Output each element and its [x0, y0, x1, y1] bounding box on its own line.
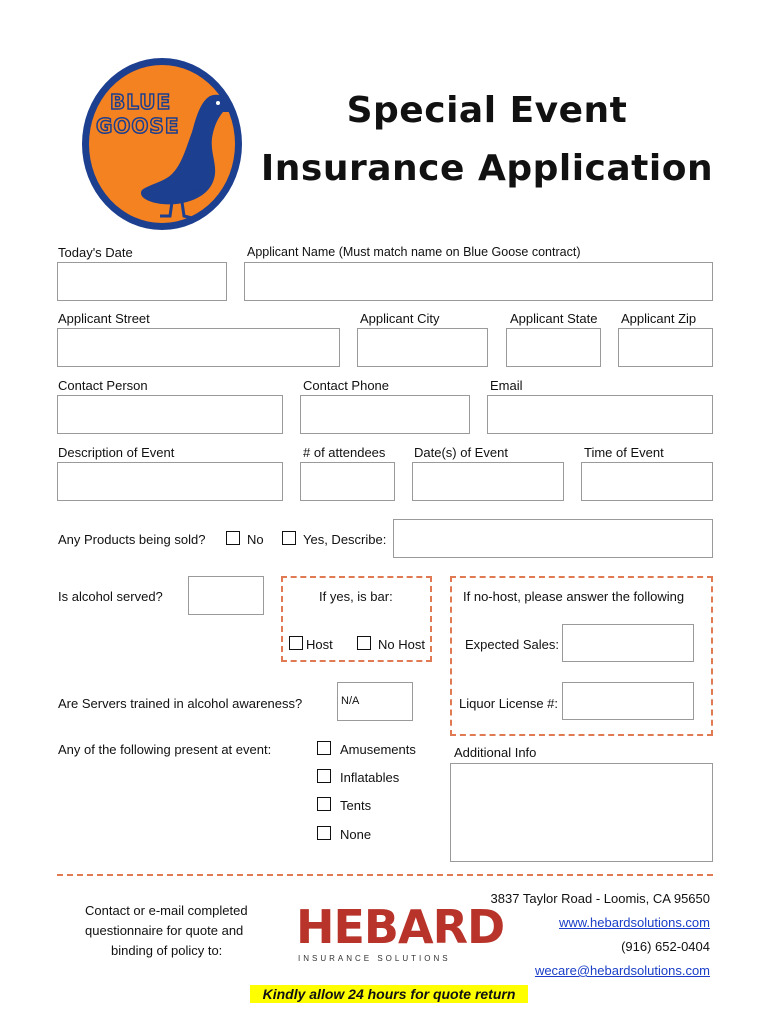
inflatables-label: Inflatables: [340, 770, 400, 785]
footer-phone: (916) 652-0404: [621, 939, 710, 954]
dates-field[interactable]: [412, 462, 564, 501]
blue-goose-logo: [80, 56, 244, 232]
quote-notice: Kindly allow 24 hours for quote return: [250, 985, 528, 1003]
amusements-checkbox[interactable]: [317, 741, 331, 755]
footer-address: 3837 Taylor Road - Loomis, CA 95650: [490, 891, 710, 906]
logo-text-blue: BLUE: [110, 90, 172, 114]
dates-label: Date(s) of Event: [414, 445, 508, 460]
products-yes-checkbox[interactable]: [282, 531, 296, 545]
present-at-event-label: Any of the following present at event:: [58, 742, 272, 757]
additional-info-field[interactable]: [450, 763, 713, 862]
hebard-brand-text: HEBARD: [296, 900, 505, 954]
footer-contact-line1: Contact or e-mail completed: [85, 903, 248, 918]
products-no-label: No: [247, 532, 264, 547]
footer-contact-line3: binding of policy to:: [111, 943, 223, 958]
alcohol-served-label: Is alcohol served?: [58, 589, 163, 604]
host-label: Host: [306, 637, 333, 652]
amusements-label: Amusements: [340, 742, 416, 757]
inflatables-checkbox[interactable]: [317, 769, 331, 783]
description-field[interactable]: [57, 462, 283, 501]
applicant-city-label: Applicant City: [360, 311, 440, 326]
page-title-line2: Insurance Application: [260, 148, 714, 189]
servers-trained-field[interactable]: [337, 682, 413, 721]
tents-checkbox[interactable]: [317, 797, 331, 811]
time-label: Time of Event: [584, 445, 664, 460]
applicant-state-label: Applicant State: [510, 311, 598, 326]
liquor-license-label: Liquor License #:: [459, 696, 559, 711]
logo-text-goose: GOOSE: [96, 114, 180, 138]
hebard-logo: [296, 900, 505, 970]
if-no-host-label: If no-host, please answer the following: [463, 589, 685, 604]
none-label: None: [340, 827, 372, 842]
footer-email-link[interactable]: wecare@hebardsolutions.com: [534, 963, 710, 978]
no-host-checkbox[interactable]: [357, 636, 371, 650]
applicant-city-field[interactable]: [357, 328, 488, 367]
email-field[interactable]: [487, 395, 713, 434]
applicant-street-label: Applicant Street: [58, 311, 150, 326]
page-title-line1: Special Event: [346, 90, 628, 131]
expected-sales-field[interactable]: [562, 624, 694, 662]
expected-sales-label: Expected Sales:: [465, 637, 559, 652]
products-sold-label: Any Products being sold?: [58, 532, 206, 547]
hebard-brand-subtext: INSURANCE SOLUTIONS: [298, 954, 451, 963]
contact-person-label: Contact Person: [58, 378, 148, 393]
email-label: Email: [490, 378, 523, 393]
svg-text:®: ®: [192, 187, 201, 197]
tents-label: Tents: [340, 798, 372, 813]
description-label: Description of Event: [58, 445, 175, 460]
products-yes-label: Yes, Describe:: [303, 532, 387, 547]
products-describe-field[interactable]: [393, 519, 713, 558]
time-field[interactable]: [581, 462, 713, 501]
applicant-zip-field[interactable]: [618, 328, 713, 367]
if-yes-bar-label: If yes, is bar:: [319, 589, 393, 604]
additional-info-label: Additional Info: [454, 745, 537, 760]
footer-divider: [57, 874, 713, 876]
applicant-name-field[interactable]: [244, 262, 713, 301]
applicant-name-label: Applicant Name (Must match name on Blue Goose contract): [247, 245, 581, 259]
products-no-checkbox[interactable]: [226, 531, 240, 545]
host-checkbox[interactable]: [289, 636, 303, 650]
applicant-zip-label: Applicant Zip: [621, 311, 697, 326]
contact-person-field[interactable]: [57, 395, 283, 434]
contact-phone-label: Contact Phone: [303, 378, 390, 393]
alcohol-served-field[interactable]: [188, 576, 264, 615]
applicant-state-field[interactable]: [506, 328, 601, 367]
none-checkbox[interactable]: [317, 826, 331, 840]
todays-date-label: Today's Date: [58, 245, 133, 260]
no-host-label: No Host: [378, 637, 425, 652]
attendees-field[interactable]: [300, 462, 395, 501]
attendees-label: # of attendees: [303, 445, 386, 460]
applicant-street-field[interactable]: [57, 328, 340, 367]
footer-contact-line2: questionnaire for quote and: [85, 923, 244, 938]
servers-trained-value: N/A: [341, 695, 360, 707]
todays-date-field[interactable]: [57, 262, 227, 301]
servers-trained-label: Are Servers trained in alcohol awareness?: [58, 696, 303, 711]
contact-phone-field[interactable]: [300, 395, 470, 434]
liquor-license-field[interactable]: [562, 682, 694, 720]
footer-website-link[interactable]: www.hebardsolutions.com: [558, 915, 710, 930]
